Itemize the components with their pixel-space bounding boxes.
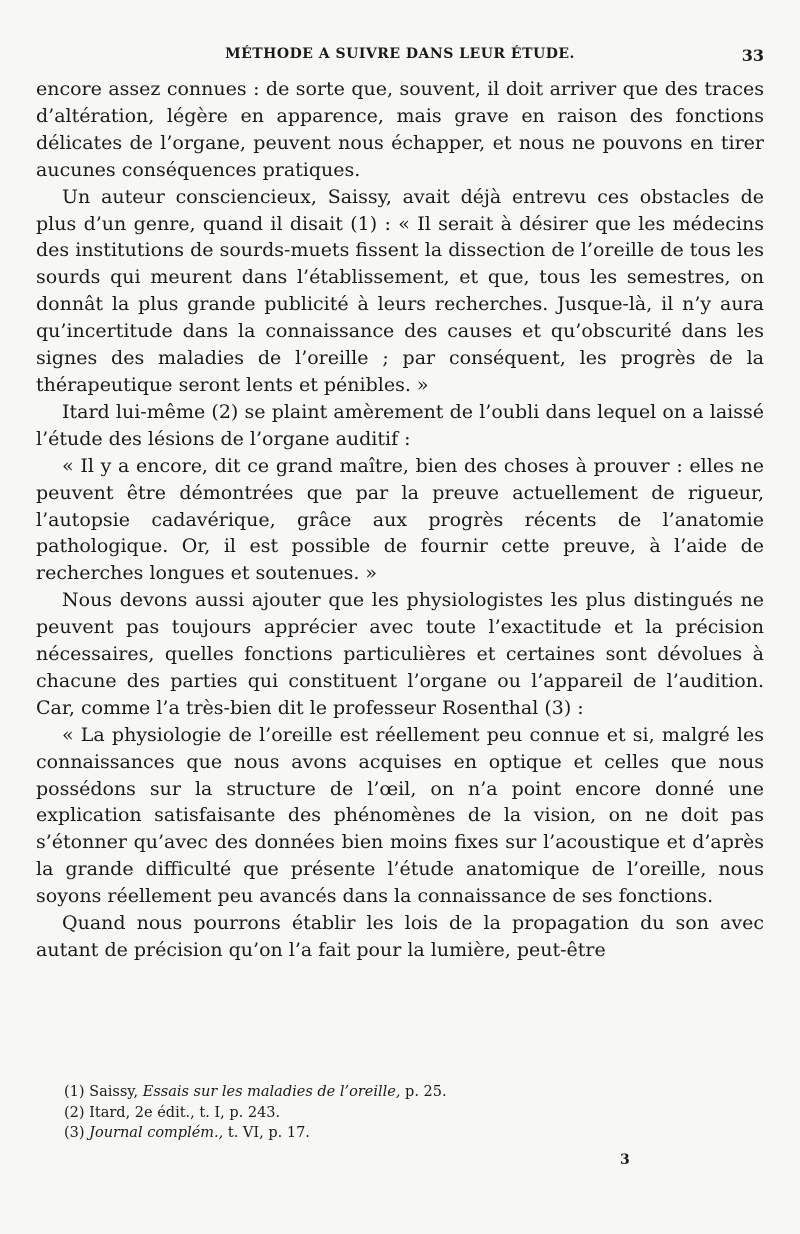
paragraph: Itard lui-même (2) se plaint amèrement de l’oubli dans lequel on a laissé l’étude des lésions de l’organe auditif : <box>36 400 764 450</box>
quotation-paragraph: « Il y a encore, dit ce grand maître, bien des choses à prouver : elles ne peuvent être démontrées que par la preuve actuellement de rigueur, l’autopsie cadavérique, grâce aux progrès récents de l’anatomie pathologique. Or, il est possible de fournir cette preuve, à l’aide de recherches longues et soutenues. » <box>36 454 764 585</box>
footnote-author: Itard, <box>89 1104 131 1121</box>
paragraph: Nous devons aussi ajouter que les physiologistes les plus distingués ne peuvent pas toujours apprécier avec toute l’exactitude et la précision nécessaires, quelles fonctions particulières et certaines sont dévolues à chacune des parties qui constituent l’organe ou l’appareil de l’audition. Car, comme l’a très-bien dit le professeur Rosenthal (3) : <box>36 589 764 719</box>
footnote <box>64 1123 764 1144</box>
paragraph: Un auteur consciencieux, Saissy, avait déjà entrevu ces obstacles de plus d’un genre, quand il disait (1) : « Il serait à désirer que les médecins des institutions de sourds-muets fissent la dissection de l’oreille de tous les sourds qui meurent dans l’établissement, et que, tous les semestres, on donnât la plus grande publicité à leurs recherches. Jusque-là, il n’y aura qu’incertitude dans la connaissance des causes et qu’obscurité dans les signes des maladies de l’oreille ; par conséquent, les progrès de la thérapeutique seront lents et pénibles. » <box>36 185 764 396</box>
signature-mark: 3 <box>620 1152 630 1168</box>
footnote-rest: 2e édit., t. I, p. 243. <box>134 1104 281 1121</box>
footnote-title: Essais sur les maladies de l’oreille, <box>142 1084 401 1100</box>
footnote-rest: p. 25. <box>405 1084 447 1100</box>
footnote-author: Saissy, <box>89 1084 139 1100</box>
footnote-rest: t. VI, p. 17. <box>227 1125 310 1141</box>
paragraph: encore assez connues : de sorte que, souvent, il doit arriver que des traces d’altération, légère en apparence, mais grave en raison des fonctions délicates de l’organe, peuvent nous échapper, et nous ne pouvons en tirer aucunes conséquences pratiques. <box>36 78 764 181</box>
footnote <box>64 1082 764 1103</box>
footnote-mark: (3) <box>64 1125 85 1141</box>
quotation-paragraph: « La physiologie de l’oreille est réellement peu connue et si, malgré les connaissances que nous avons acquises en optique et celles que nous possédons sur la structure de l’œil, on n’a point encore donné une explication satisfaisante des phénomènes de la vision, on ne doit pas s’étonner qu’avec des données bien moins fixes sur l’acoustique et d’après la grande difficulté que présente l’étude anatomique de l’oreille, nous soyons réellement peu avancés dans la connaissance de ses fonctions. <box>36 723 764 908</box>
footnote-mark: (1) <box>64 1084 85 1100</box>
running-head <box>36 46 764 68</box>
footnote-mark: (2) <box>64 1104 85 1121</box>
footnotes <box>64 1082 764 1144</box>
footnote <box>64 1103 764 1124</box>
footnote-title: Journal complém., <box>89 1125 224 1141</box>
page-number: 33 <box>741 46 764 65</box>
paragraph: Quand nous pourrons établir les lois de la propagation du son avec autant de précision qu’on l’a fait pour la lumière, peut-être <box>36 912 764 961</box>
body-text <box>36 76 764 964</box>
running-title: MÉTHODE A SUIVRE DANS LEUR ÉTUDE. <box>225 46 575 62</box>
